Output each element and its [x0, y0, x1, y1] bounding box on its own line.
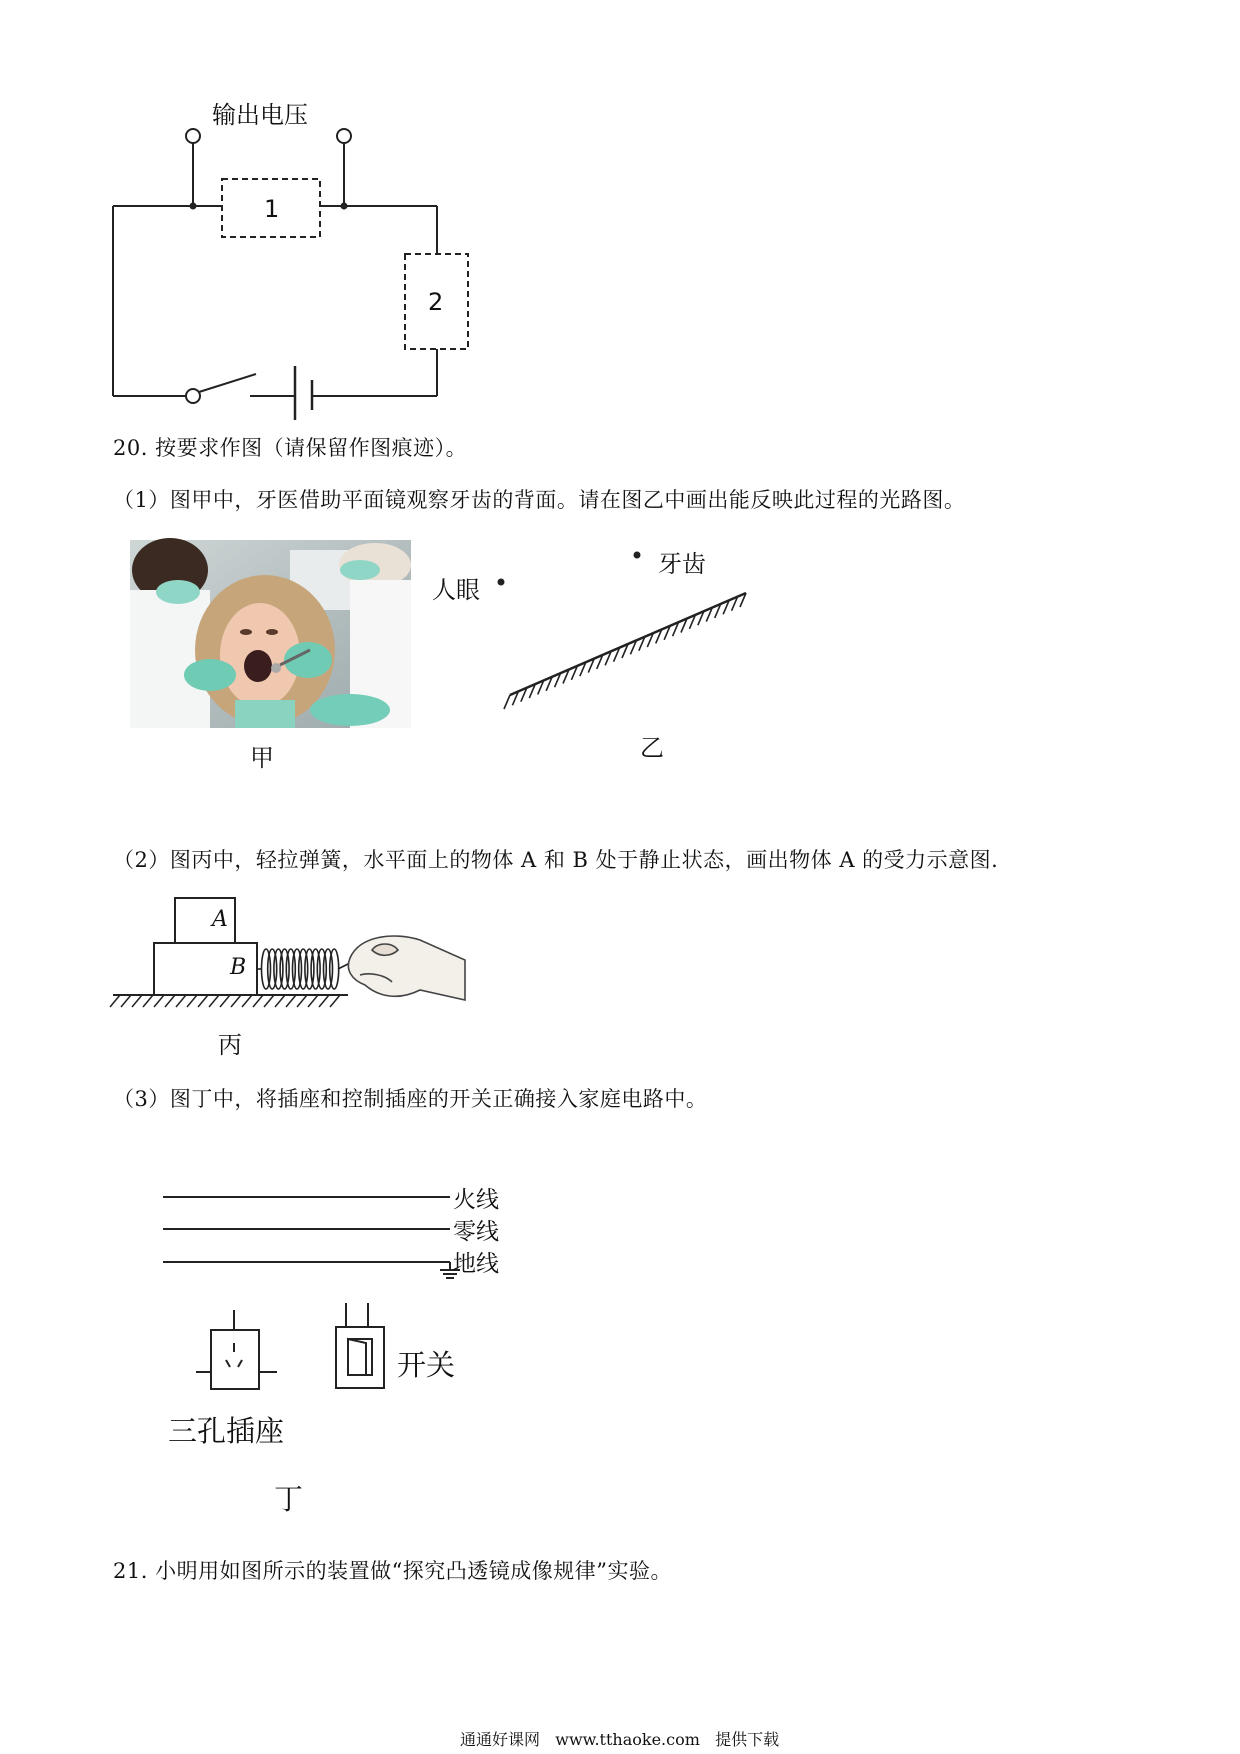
three-hole-socket-icon	[196, 1310, 277, 1389]
footer-site-name: 通通好课网	[460, 1730, 541, 1749]
box-1-label: 1	[264, 195, 280, 223]
socket-label: 三孔插座	[168, 1414, 285, 1448]
q21-title: 21. 小明用如图所示的装置做“探究凸透镜成像规律”实验。	[113, 1559, 673, 1583]
output-voltage-label: 输出电压	[212, 101, 308, 129]
block-a-label: A	[212, 907, 228, 932]
fig-yi-caption: 乙	[640, 734, 664, 762]
footer-suffix: 提供下载	[715, 1730, 780, 1749]
q20-part3: （3）图丁中，将插座和控制插座的开关正确接入家庭电路中。	[113, 1087, 708, 1111]
neutral-wire-label: 零线	[453, 1219, 499, 1245]
box-2-label: 2	[428, 288, 444, 316]
block-b-label: B	[230, 955, 247, 980]
fig-ding-caption: 丁	[274, 1482, 304, 1516]
live-wire-label: 火线	[453, 1187, 499, 1213]
fig-jia-caption: 甲	[250, 744, 274, 772]
q20-part2: （2）图丙中，轻拉弹簧，水平面上的物体 A 和 B 处于静止状态，画出物体 A 的受力示意图.	[113, 848, 999, 872]
fig-bing-caption: 丙	[218, 1031, 242, 1059]
q20-part1: （1）图甲中，牙医借助平面镜观察牙齿的背面。请在图乙中画出能反映此过程的光路图。	[113, 488, 966, 512]
footer-url-link[interactable]: www.tthaoke.com	[555, 1730, 700, 1749]
footer	[460, 1727, 779, 1750]
ground-wire-label: 地线	[453, 1251, 499, 1277]
eye-label: 人眼	[432, 576, 480, 604]
q20-title: 20. 按要求作图（请保留作图痕迹）。	[113, 436, 468, 460]
tooth-label: 牙齿	[658, 550, 706, 578]
switch-label: 开关	[397, 1348, 456, 1382]
switch-icon	[336, 1303, 384, 1388]
